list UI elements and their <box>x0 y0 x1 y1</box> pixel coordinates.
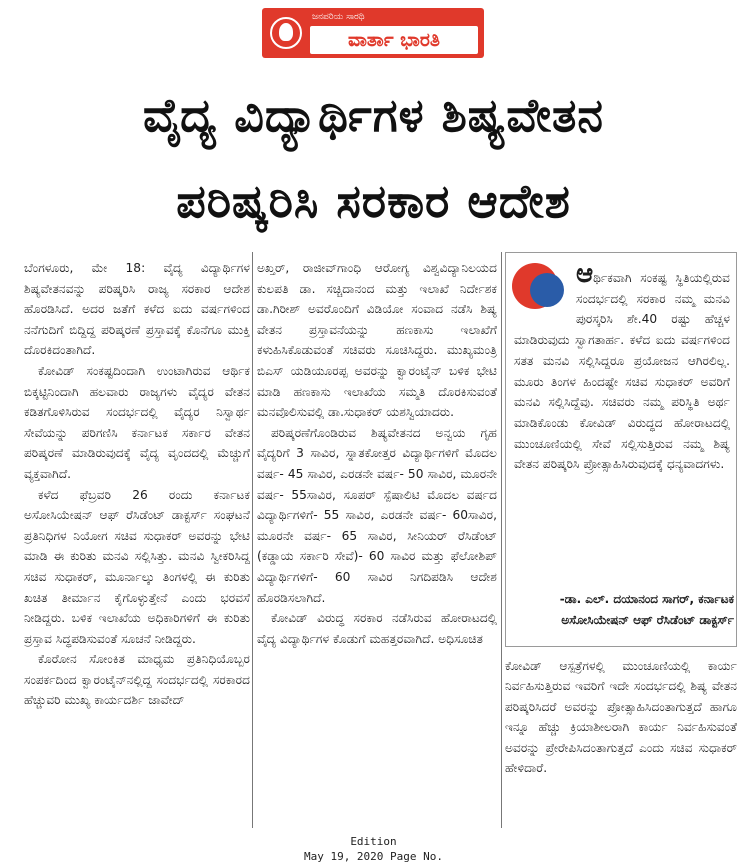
article-paragraph: ಕೋವಿಡ್ ವಿರುದ್ಧ ಸರಕಾರ ನಡೆಸಿರುವ ಹೋರಾಟದಲ್ಲಿ ವೈದ್ಯ ವಿದ್ಯಾರ್ಥಿಗಳ ಕೊಡುಗೆ ಮಹತ್ತರವಾಗಿದೆ. ಅಧಿಸೂಚಿತ <box>257 611 497 646</box>
article-paragraph: ಅಖ್ತರ್, ರಾಜೀವ್‌ಗಾಂಧಿ ಆರೋಗ್ಯ ವಿಶ್ವವಿದ್ಯಾನಿಲಯದ ಕುಲಪತಿ ಡಾ. ಸಚ್ಚಿದಾನಂದ ಮತ್ತು ಇಲಾಖೆ ನಿರ್ದೇಶಕ ಡಾ.ಗಿರೀಶ್ ಅವರೊಂದಿಗೆ ವಿಡಿಯೋ ಸಂವಾದ ನಡೆಸಿ ಶಿಷ್ಯ ವೇತನ ಪ್ರಸ್ತಾವನೆಯನ್ನು ಹಣಕಾಸು ಇಲಾಖೆಗೆ ಕಳುಹಿಸಿಕೊಡುವಂತೆ ಸಚಿವರು ಸೂಚಿಸಿದ್ದರು. ಮುಖ್ಯಮಂತ್ರಿ ಬಿಎಸ್ ಯಡಿಯೂರಪ್ಪ ಅವರನ್ನು ಕ್ವಾರಂಟೈನ್ ಬಳಿಕ ಭೇಟಿ ಮಾಡಿ ಹಣಕಾಸು ಇಲಾಖೆಯ ಸಮ್ಮತಿ ದೊರಕಿಸುವಂತೆ ಮನವೊಲಿಸುವಲ್ಲಿ ಡಾ.ಸುಧಾಕರ್ ಯಶಸ್ವಿಯಾದರು. <box>257 261 497 420</box>
article-paragraph: ಕೊರೋನ ಸೋಂಕಿತ ಮಾಧ್ಯಮ ಪ್ರತಿನಿಧಿಯೊಬ್ಬರ ಸಂಪರ್ಕದಿಂದ ಕ್ವಾರಂಟೈನ್‌ನಲ್ಲಿದ್ದ ಸಂದರ್ಭದಲ್ಲಿ ಸರಕಾರದ ಹೆಚ್ಚುವರಿ ಮುಖ್ಯ ಕಾರ್ಯದರ್ಶಿ ಜಾವೇದ್ <box>24 652 250 708</box>
column-divider <box>501 252 502 828</box>
footer-edition: Edition <box>350 835 397 848</box>
article-paragraph: ಪರಿಷ್ಕರಣೆಗೊಂಡಿರುವ ಶಿಷ್ಯವೇತನದ ಅನ್ವಯ ಗೃಹ ವೈದ್ಯರಿಗೆ 3 ಸಾವಿರ, ಸ್ನಾತಕೋತ್ತರ ವಿದ್ಯಾರ್ಥಿಗಳಿಗೆ ಮೊದಲ ವರ್ಷ- 45 ಸಾವಿರ, ಎರಡನೇ ವರ್ಷ- 50 ಸಾವಿರ, ಮೂರನೇ ವರ್ಷ- 55ಸಾವಿರ, ಸೂಪರ್ ಸ್ಪೆಷಾಲಿಟಿ ಮೊದಲ ವರ್ಷದ ವಿದ್ಯಾರ್ಥಿಗಳಿಗೆ- 55 ಸಾವಿರ, ಎರಡನೇ ವರ್ಷ- 60ಸಾವಿರ, ಮೂರನೇ ವರ್ಷ- 65 ಸಾವಿರ, ಸೀನಿಯರ್ ರೆಸಿಡೆಂಟ್ (ಕಡ್ಡಾಯ ಸರ್ಕಾರಿ ಸೇವೆ)- 60 ಸಾವಿರ ಮತ್ತು ಫೆಲೋಶಿಪ್ ವಿದ್ಯಾರ್ಥಿಗಳಿಗೆ- 60 ಸಾವಿರ ನಿಗದಿಪಡಿಸಿ ಆದೇಶ ಹೊರಡಿಸಲಾಗಿದೆ. <box>257 425 497 605</box>
quote-body-text: ರ್ಥಿಕವಾಗಿ ಸಂಕಷ್ಟ ಸ್ಥಿತಿಯಲ್ಲಿರುವ ಸಂದರ್ಭದಲ್ಲಿ ಸರಕಾರ ನಮ್ಮ ಮನವಿ ಪುರಸ್ಕರಿಸಿ ಶೇ.40 ರಷ್ಟು ಹೆಚ್ಚಳ ಮಾಡಿರುವುದು ಸ್ವಾಗತಾರ್ಹ. ಕಳೆದ ಐದು ವರ್ಷಗಳಿಂದ ಸತತ ಮನವಿ ಸಲ್ಲಿಸಿದ್ದರೂ ಪ್ರಯೋಜನ ಆಗಿರಲಿಲ್ಲ. ಮೂರು ತಿಂಗಳ ಹಿಂದಷ್ಟೇ ಸಚಿವ ಸುಧಾಕರ್ ಅವರಿಗೆ ಮನವಿ ಸಲ್ಲಿಸಿದ್ದೆವು. ಸಚಿವರು ನಮ್ಮ ಪರಿಸ್ಥಿತಿ ಅರ್ಥ ಮಾಡಿಕೊಂಡು ಕೋವಿಡ್ ವಿರುದ್ಧದ ಹೋರಾಟದಲ್ಲಿ ಮುಂಚೂಣಿಯಲ್ಲಿ ಸೇವೆ ಸಲ್ಲಿಸುತ್ತಿರುವ ನಮ್ಮ ಶಿಷ್ಯ ವೇತನ ಪರಿಷ್ಕರಿಸಿ ಪ್ರೋತ್ಸಾಹಿಸಿರುವುದಕ್ಕೆ ಧನ್ಯವಾದಗಳು. <box>514 271 730 472</box>
article-column-3-tail: ಕೋವಿಡ್ ಆಸ್ಪತ್ರೆಗಳಲ್ಲಿ ಮುಂಚೂಣಿಯಲ್ಲಿ ಕಾರ್ಯ ನಿರ್ವಹಿಸುತ್ತಿರುವ ಇವರಿಗೆ ಇದೇ ಸಂದರ್ಭದಲ್ಲಿ ಶಿಷ್ಯ ವೇತನ ಪರಿಷ್ಕರಿಸಿದರೆ ಅವರನ್ನು ಪ್ರೋತ್ಸಾಹಿಸಿದಂತಾಗುತ್ತದೆ ಹಾಗೂ ಇನ್ನೂ ಹೆಚ್ಚು ಕ್ರಿಯಾಶೀಲರಾಗಿ ಕಾರ್ಯ ನಿರ್ವಹಿಸುವಂತೆ ಅವರನ್ನು ಪ್ರೇರೇಪಿಸಿದಂತಾಗುತ್ತದೆ ಎಂದು ಸಚಿವ ಸುಧಾಕರ್ ಹೇಳಿದಾರೆ. <box>505 659 737 776</box>
article-column-1 <box>24 258 250 828</box>
logo-emblem-icon <box>270 17 302 49</box>
quote-text <box>514 261 730 641</box>
headline-line-2: ಪರಿಷ್ಕರಿಸಿ ಸರಕಾರ ಆದೇಶ <box>176 174 571 228</box>
article-paragraph: ಕಳೆದ ಫೆಬ್ರವರಿ 26 ರಂದು ಕರ್ನಾಟಕ ಅಸೋಸಿಯೇಷನ್ ಆಫ್ ರೆಸಿಡೆಂಟ್ ಡಾಕ್ಟರ್ಸ್ ಸಂಘಟನೆ ಪ್ರತಿನಿಧಿಗಳ ನಿಯೋಗ ಸಚಿವ ಸುಧಾಕರ್ ಅವರನ್ನು ಭೇಟಿ ಮಾಡಿ ಈ ಕುರಿತು ಮನವಿ ಸಲ್ಲಿಸಿತ್ತು. ಮನವಿ ಸ್ವೀಕರಿಸಿದ್ದ ಸಚಿವ ಸುಧಾಕರ್, ಮೂರ್ನಾಲ್ಕು ತಿಂಗಳಲ್ಲಿ ಈ ಕುರಿತು ಖಚಿತ ತೀರ್ಮಾನ ಕೈಗೊಳ್ಳುತ್ತೇನೆ ಎಂದು ಭರವಸೆ ನೀಡಿದ್ದರು. ಬಳಿಕ ಇಲಾಖೆಯ ಅಧಿಕಾರಿಗಳಿಗೆ ಈ ಕುರಿತು ಪ್ರಸ್ತಾವ ಸಿದ್ಧಪಡಿಸುವಂತೆ ಸೂಚನೆ ನೀಡಿದ್ದರು. <box>24 487 250 646</box>
quote-dropcap: ಆ <box>576 261 594 289</box>
masthead-name: ವಾರ್ತಾ ಭಾರತಿ <box>310 26 478 54</box>
masthead-logo <box>262 8 484 58</box>
masthead-tagline: ಜನಪರಿಯ ಸಾರಥಿ <box>312 12 365 22</box>
headline-line-1: ವೈದ್ಯ ವಿದ್ಯಾರ್ಥಿಗಳ ಶಿಷ್ಯವೇತನ <box>142 88 605 142</box>
article-paragraph: ಕೋವಿಡ್ ಸಂಕಷ್ಟದಿಂದಾಗಿ ಉಂಟಾಗಿರುವ ಆರ್ಥಿಕ ಬಿಕ್ಕಟ್ಟಿನಿಂದಾಗಿ ಹಲವಾರು ರಾಜ್ಯಗಳು ವೈದ್ಯರ ವೇತನ ಕಡಿತಗೊಳಿಸಿರುವ ಸಂದರ್ಭದಲ್ಲಿ ವೈದ್ಯರ ನಿಸ್ವಾರ್ಥ ಸೇವೆಯನ್ನು ಪರಿಗಣಿಸಿ ಕರ್ನಾಟಕ ಸರ್ಕಾರ ವೇತನ ಪರಿಷ್ಕರಣೆ ಮಾಡಿರುವುದಕ್ಕೆ ವೈದ್ಯ ವೃಂದದಲ್ಲಿ ಮೆಚ್ಚುಗೆ ವ್ಯಕ್ತವಾಗಿದೆ. <box>24 363 250 481</box>
article-paragraph: ಬೆಂಗಳೂರು, ಮೇ 18: ವೈದ್ಯ ವಿದ್ಯಾರ್ಥಿಗಳ ಶಿಷ್ಯವೇತನವನ್ನು ಪರಿಷ್ಕರಿಸಿ ರಾಜ್ಯ ಸರಕಾರ ಆದೇಶ ಹೊರಡಿಸಿದೆ. ಅದರ ಜತೆಗೆ ಕಳೆದ ಐದು ವರ್ಷಗಳಿಂದ ನನೆಗುದಿಗೆ ಬಿದ್ದಿದ್ದ ಪರಿಷ್ಕರಣೆ ಪ್ರಸ್ತಾವಕ್ಕೆ ಕೊನೆಗೂ ಮುಕ್ತಿ ದೊರಕಿದಂತಾಗಿದೆ. <box>24 261 250 358</box>
column-divider <box>252 252 253 828</box>
page-footer <box>0 834 747 864</box>
article-column-2 <box>257 258 497 828</box>
quote-box <box>505 252 737 647</box>
footer-date-page: May 19, 2020 Page No. <box>303 850 444 863</box>
quote-signature: -ಡಾ. ಎಲ್. ದಯಾನಂದ ಸಾಗರ್, ಕರ್ನಾಟಕ ಅಸೋಸಿಯೇಷನ್ ಆಫ್ ರೆಸಿಡೆಂಟ್ ಡಾಕ್ಟರ್ಸ್ <box>559 592 734 627</box>
